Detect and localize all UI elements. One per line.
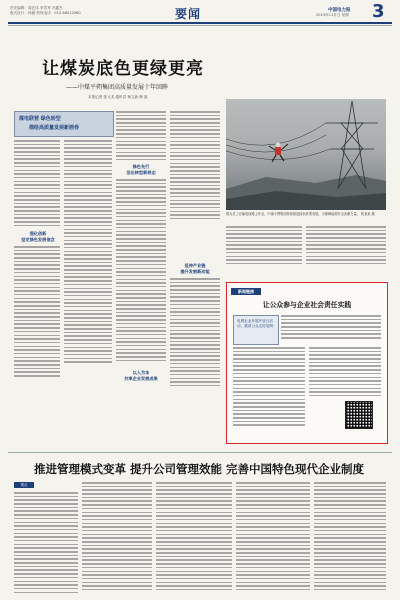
sidebar-text-c — [309, 347, 381, 396]
sidebar-text-b — [233, 347, 305, 426]
article-text-col-3b — [116, 179, 166, 361]
section-title-1: 强化创新 — [29, 231, 47, 236]
second-headline: 推进管理模式变革 提升公司管理效能 完善中国特色现代企业制度 — [34, 462, 365, 476]
sidebar-news-box — [226, 282, 388, 444]
second-text-col-5 — [314, 482, 386, 590]
article-text-col-6 — [306, 226, 386, 264]
section-title-5: 延伸产业链 — [184, 263, 206, 268]
qr-code-icon — [345, 401, 373, 429]
lead-line1: 煤电联营 绿色转型 — [19, 116, 61, 122]
section-divider — [8, 452, 392, 453]
sidebar-title: 让公众参与企业社会责任实践 — [262, 301, 352, 309]
second-article-label: 观点 — [14, 482, 34, 488]
sidebar-inner-box — [233, 315, 279, 345]
photo-caption-text: 图为员工在输电线路上作业，中煤平朔集团持续推进绿色转型发展，为保障能源安全贡献力量。 — [226, 212, 360, 216]
article-text-col-3a — [116, 111, 166, 160]
second-text-col-3 — [156, 482, 232, 590]
photo-credit: 张某某 摄 — [360, 212, 375, 216]
section-title-2: 坚定绿色发展信念 — [21, 237, 55, 242]
main-headline: 让煤炭底色更绿更亮 — [42, 59, 204, 79]
second-text-col-1 — [14, 492, 78, 593]
date-line: 2023年11月日 星期 — [316, 13, 349, 17]
news-photo — [226, 99, 386, 210]
header-meta-line1: 责任编辑：周艺伟 李雪秀 冯鑫杰 — [10, 6, 63, 10]
header-rule — [8, 22, 392, 24]
sidebar-inner-text: 电网企业开展开放日活动，邀请公众走进电网 — [237, 319, 273, 328]
section-title-6: 提升发展新动能 — [180, 269, 210, 274]
article-text-col-5 — [226, 226, 302, 264]
section-title-4: 活出转型新样态 — [126, 170, 156, 175]
article-text-col-4b — [170, 278, 220, 386]
main-subhead: ——中煤平朔集团高质量发展十年回眸 — [66, 84, 169, 91]
header-meta-line2: 版式设计：杨薇 热线电话：010-66012580 — [10, 11, 81, 15]
article-text-col-2a — [64, 140, 112, 363]
section-title-3: 绿色先行 — [132, 164, 150, 169]
section-title-7: 以人为本 — [132, 370, 150, 375]
header-meta — [10, 6, 81, 16]
main-byline: 本报记者 张元龙 通讯员 杨立新 韩 凯 — [88, 95, 148, 99]
header-thin-rule — [8, 25, 392, 26]
sidebar-text-a — [281, 315, 381, 339]
section-name: 要闻 — [175, 7, 202, 21]
second-text-col-2 — [82, 482, 152, 590]
article-text-col-1b — [14, 246, 60, 377]
photo-caption — [226, 212, 386, 216]
lead-box — [14, 111, 114, 137]
transmission-tower-image — [226, 99, 386, 210]
sidebar-tag: 新闻链接 — [231, 288, 261, 295]
section-title-8: 共享企业发展成果 — [124, 376, 158, 381]
second-text-col-4 — [236, 482, 310, 590]
lead-line2: 描绘高质量发展新画卷 — [29, 125, 80, 131]
article-text-col-1a — [14, 140, 60, 226]
page-number: 3 — [372, 1, 385, 22]
article-text-col-4a — [170, 111, 220, 219]
paper-name: 中国电力报 — [328, 8, 351, 13]
